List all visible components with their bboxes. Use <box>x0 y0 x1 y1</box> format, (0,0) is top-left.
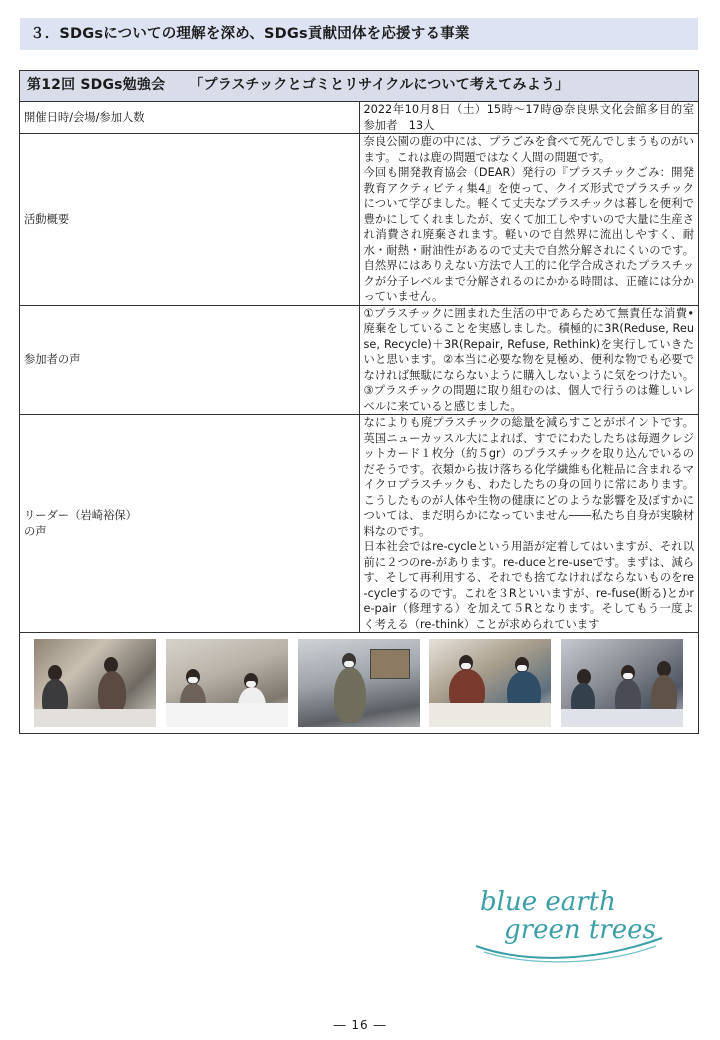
logo-line-2: green trees <box>504 915 656 945</box>
logo-line-1: blue earth <box>480 887 616 917</box>
voices-label: 参加者の声 <box>20 305 360 415</box>
photo-row <box>20 633 699 734</box>
photo-speaker <box>298 639 420 727</box>
logo-artwork <box>470 880 670 970</box>
event-report-table <box>19 70 706 734</box>
date-value: 2022年10月8日（土）15時～17時@奈良県文化会館多目的室 参加者 13人 <box>359 102 699 134</box>
event-title-row <box>20 71 699 102</box>
activity-text: 奈良公園の鹿の中には、プラごみを食べて死んでしまうものがいます。これは鹿の問題ではなく人間の問題です。 今回も開発教育協会（DEAR）発行の『プラスチックごみ：開発教育アクティビティ集4』を使って、クイズ形式でプラスチックについて学びました。軽くて丈夫なプラスチックは暮しを便利で豊かにしてくれましたが、安くて加工しやすいので大量に生産され消費され廃棄されます。軽いので自然界に流出しやすく、耐水・耐熱・耐油性があるので丈夫で自然分解されにくいのです。自然界にはありえない方法で人工的に化学合成されたプラスチックが分子レベルまで分解されるのにかかる時間は、正確には分かっていません。 <box>359 134 699 306</box>
page-number: ― 16 ― <box>333 1018 387 1032</box>
blue-earth-green-trees-logo <box>470 880 670 970</box>
photo-participants-1 <box>34 639 156 727</box>
event-name: 第12回 SDGs勉強会 <box>27 77 166 94</box>
date-label: 開催日時/会場/参加人数 <box>20 102 360 134</box>
voices-text: ①プラスチックに囲まれた生活の中であらためて無責任な消費•廃棄をしていることを実感しました。積極的に3R(Reduse, Reuse, Recycle)＋3R(Repair, Refuse, Rethink)を実行していきたいと思います。②本当に必要な物を見極め、便利な物でも必要でなければ無駄にならないように購入しないように気をつけたい。③プラスチックの問題に取り組むのは、個人で行うのは難しいレベルに来ていると感じました。 <box>359 305 699 415</box>
photo-participants-4 <box>561 639 683 727</box>
photo-participants-3 <box>429 639 551 727</box>
leader-label: リーダー（岩崎裕保） の声 <box>20 415 360 633</box>
leader-text: なによりも廃プラスチックの総量を減らすことがポイントです。英国ニューカッスル大によれば、すでにわたしたちは毎週クレジットカード１枚分（約５gr）のプラスチックを取り込んでいるのだそうです。衣類から抜け落ちる化学繊維も化粧品に含まれるマイクロプラスチックも、わたしたちの身の回りに常にあります。こうしたものが人体や生物の健康にどのような影響を及ぼすかについては、まだ明らかになっていません――私たち自身が実験材料なのです。 日本社会ではre-cycleという用語が定着してはいますが、それ以前に２つのre-があります。re-duceとre-useです。まずは、減らす、そして再利用する、それでも捨てなければならないものをre-cycleするのです。これを３Rといいますが、re-fuse(断る)とかre-pair（修理する）を加えて５Rとなります。そしてもう一度よく考える（re-think）ことが求められています <box>359 415 699 633</box>
section-title: ３．SDGsについての理解を深め、SDGs貢献団体を応援する事業 <box>20 18 698 50</box>
event-theme: 「プラスチックとゴミとリサイクルについて考えてみよう」 <box>189 77 570 94</box>
activity-label: 活動概要 <box>20 134 360 306</box>
photo-participants-2 <box>166 639 288 727</box>
